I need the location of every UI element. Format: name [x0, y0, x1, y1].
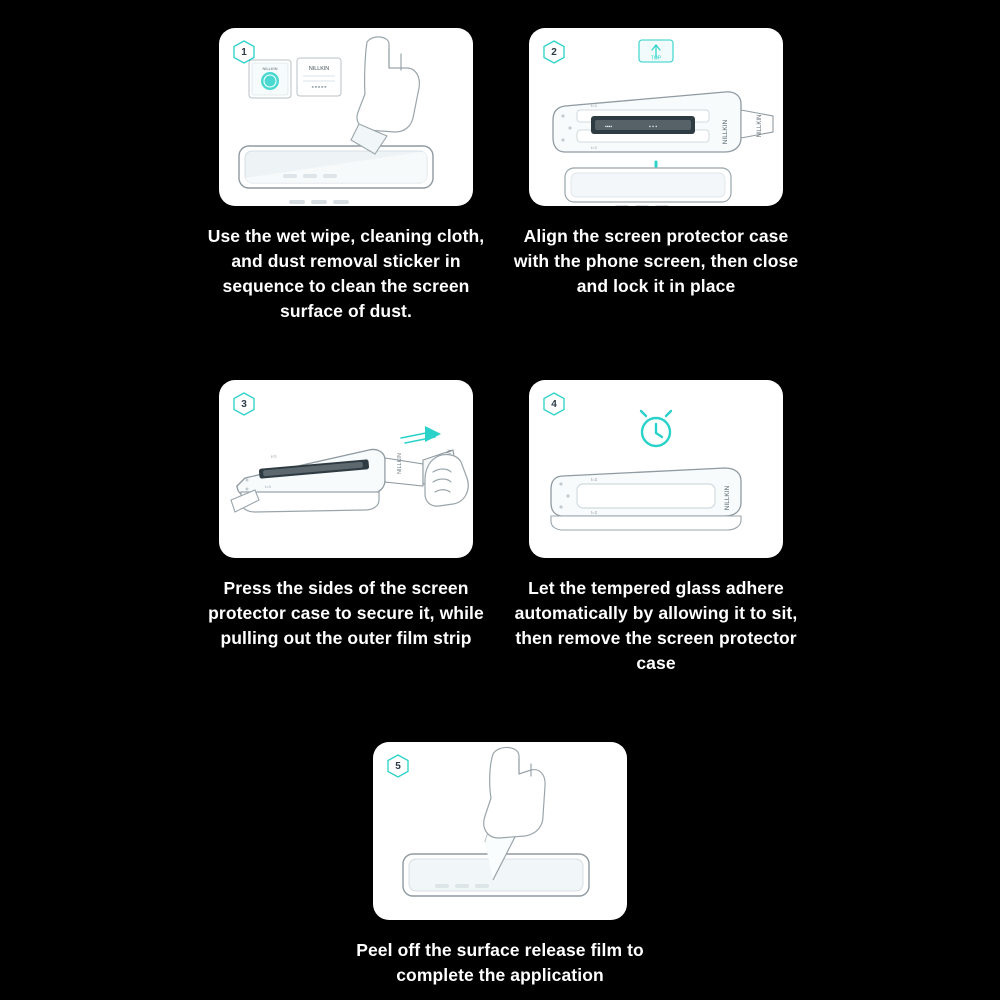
step-1-number-badge [233, 40, 255, 64]
svg-text:NILLKIN: NILLKIN [724, 485, 731, 511]
svg-text:t=3: t=3 [591, 510, 597, 515]
step-5-caption: Peel off the surface release film to complete the application [356, 940, 644, 985]
svg-text:t=3: t=3 [591, 103, 597, 108]
svg-text:NILLKIN: NILLKIN [722, 119, 729, 145]
step-1 [196, 28, 496, 323]
step-5-number: 5 [395, 760, 401, 772]
step-3-artwork [219, 380, 473, 558]
step-1-artwork [219, 28, 473, 206]
svg-text:■ ■ ■ ■ ■: ■ ■ ■ ■ ■ [311, 85, 327, 89]
svg-text:▪ ▪ ▪: ▪ ▪ ▪ [649, 124, 658, 130]
step-1-number: 1 [241, 46, 247, 58]
step-5-illustration-card [373, 742, 627, 920]
step-2 [506, 28, 806, 299]
svg-text:t=3: t=3 [591, 477, 597, 482]
step-5 [350, 742, 650, 988]
step-3-caption: Press the sides of the screen protector case to secure it, while pulling out the outer film strip [208, 578, 484, 648]
svg-text:t=3: t=3 [265, 484, 271, 489]
svg-text:NILLKIN: NILLKIN [262, 66, 278, 71]
step-1-caption: Use the wet wipe, cleaning cloth, and dust removal sticker in sequence to clean the screen surface of dust. [207, 226, 485, 321]
step-4-illustration-card [529, 380, 783, 558]
step-4 [506, 380, 806, 675]
step-3-illustration-card [219, 380, 473, 558]
step-2-illustration-card [529, 28, 783, 206]
step-3-number: 3 [241, 398, 247, 410]
step-4-number-badge [543, 392, 565, 416]
step-2-number: 2 [551, 46, 557, 58]
svg-text:NILLKIN: NILLKIN [308, 66, 330, 72]
step-4-artwork [529, 380, 783, 558]
svg-text:NILLKIN: NILLKIN [757, 114, 763, 138]
step-3 [196, 380, 496, 651]
step-4-caption: Let the tempered glass adhere automatically by allowing it to sit, then remove the screen protector case [514, 578, 798, 673]
step-1-illustration-card [219, 28, 473, 206]
svg-text:NILLKIN: NILLKIN [397, 453, 403, 474]
svg-text:▪▪▪▪: ▪▪▪▪ [605, 124, 613, 130]
step-2-caption: Align the screen protector case with the phone screen, then close and lock it in place [513, 226, 799, 296]
step-3-number-badge [233, 392, 255, 416]
svg-text:TOP: TOP [650, 55, 662, 62]
clock-icon [641, 411, 671, 446]
svg-text:t=3: t=3 [270, 453, 277, 459]
step-5-artwork [373, 742, 627, 920]
step-2-number-badge [543, 40, 565, 64]
step-5-number-badge [387, 754, 409, 778]
step-4-number: 4 [551, 398, 557, 410]
svg-text:t=3: t=3 [591, 145, 597, 150]
step-2-artwork [529, 28, 783, 206]
